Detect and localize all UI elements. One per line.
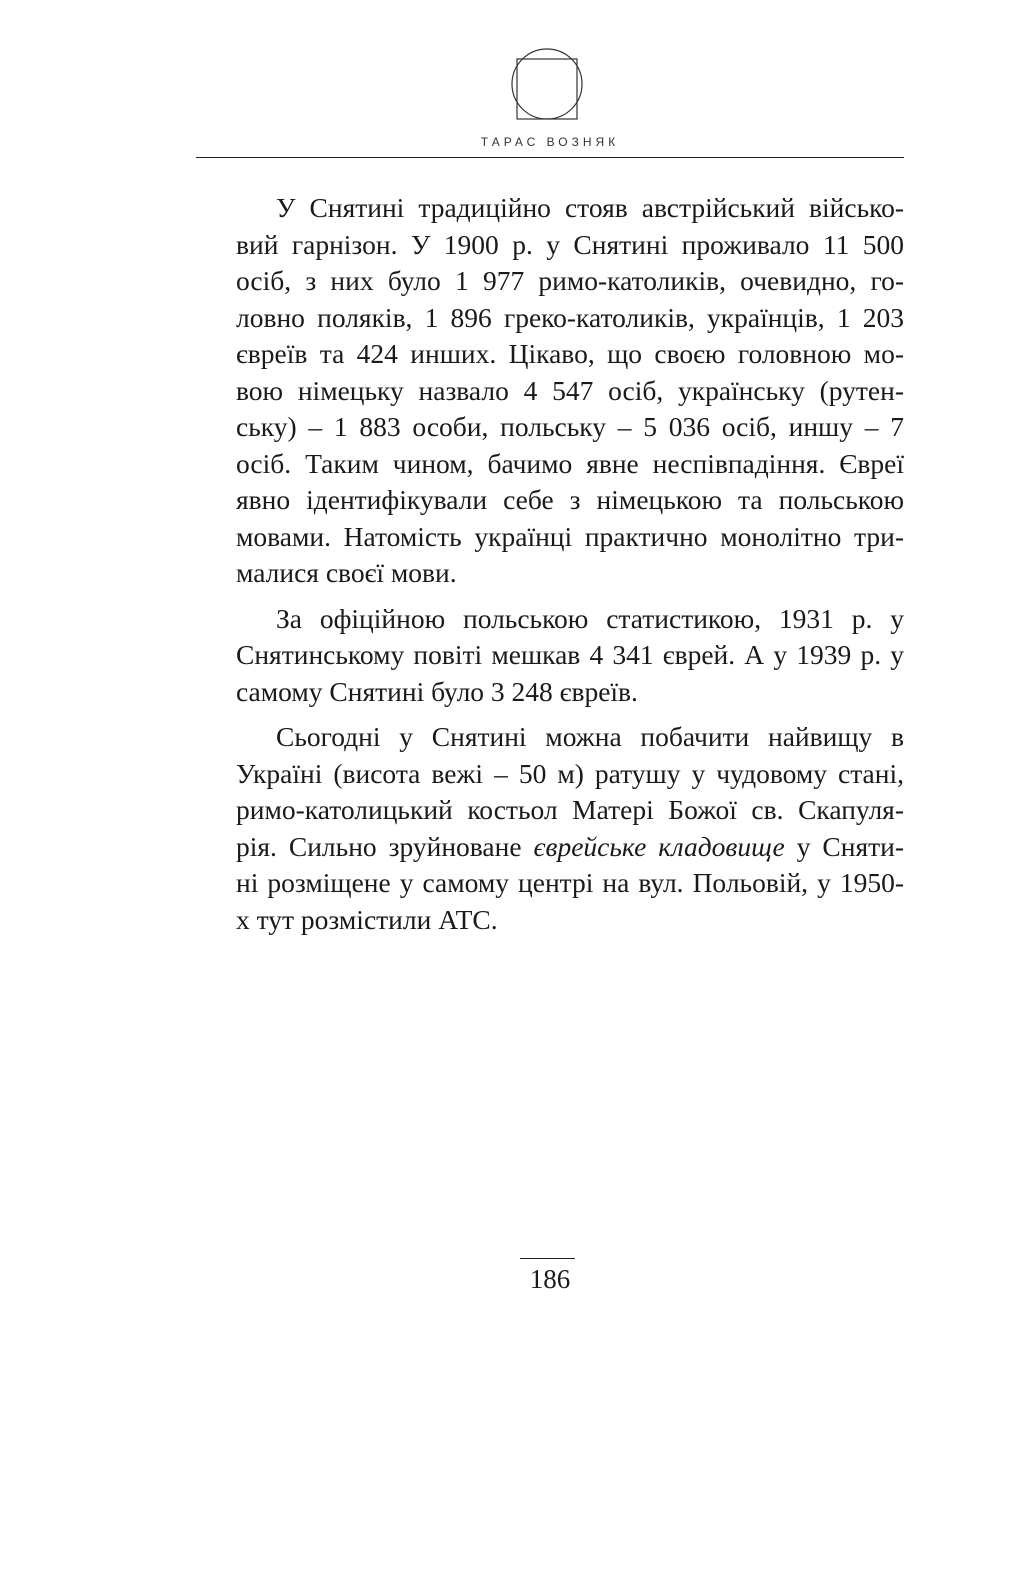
- text-line: Україні (висота вежі – 50 м) ратушу у чудовому стані,: [236, 757, 904, 789]
- body-text: [196, 190, 904, 947]
- text-line-with-italic: [196, 829, 904, 866]
- paragraph-1: [196, 190, 904, 592]
- text-line: Снятинському повіті мешкав 4 341 єврей. А у 1939 р. у: [236, 639, 904, 670]
- italic-term: єврейське кладовище: [533, 830, 785, 862]
- text-fragment: рія. Сильно зруйноване: [236, 830, 534, 862]
- paragraph-2: [196, 601, 904, 711]
- text-line: За офіційною польською статистикою, 1931 р. у: [276, 602, 904, 634]
- circle-square-emblem-icon: [510, 44, 584, 126]
- header-rule: [196, 157, 904, 158]
- text-line: євреїв та 424 инших. Цікаво, що своєю головною мо-: [236, 338, 904, 369]
- text-line: ську) – 1 883 особи, польську – 5 036 осіб, иншу – 7: [236, 411, 904, 442]
- text-line: осіб, з них було 1 977 римо-католиків, очевидно, го-: [236, 265, 904, 296]
- text-line: самому Снятині було 3 248 євреїв.: [236, 675, 638, 707]
- text-line: явно ідентифікували себе з німецькою та польською: [236, 484, 904, 515]
- paragraph-3: [196, 719, 904, 938]
- text-line: малися своєї мови.: [236, 557, 457, 588]
- text-line: У Снятині традиційно стояв австрійський військо-: [276, 192, 904, 223]
- text-line: мовами. Натомість українці практично монолітно три-: [236, 520, 904, 552]
- text-line: ні розміщене у самому центрі на вул. Польовій, у 1950-: [236, 867, 904, 898]
- text-line: х тут розмістили АТС.: [236, 903, 498, 935]
- page-number-rule: [520, 1258, 575, 1259]
- text-line: вою німецьку назвало 4 547 осіб, українську (рутен-: [236, 374, 904, 406]
- text-line: Сьогодні у Снятині можна побачити найвищу в: [276, 721, 904, 752]
- text-line: ловно поляків, 1 896 греко-католиків, українців, 1 203: [236, 301, 904, 333]
- text-line: вий гарнізон. У 1900 р. у Снятині проживало 11 500: [236, 228, 904, 260]
- text-line: осіб. Таким чином, бачимо явне неспівпадіння. Євреї: [236, 447, 904, 479]
- page-number: 186: [529, 1264, 571, 1294]
- running-head: ТАРАС ВОЗНЯК: [480, 135, 620, 149]
- text-fragment: у Сняти-: [784, 830, 905, 862]
- text-line: римо-католицький костьол Матері Божої св. Скапуля-: [236, 794, 904, 825]
